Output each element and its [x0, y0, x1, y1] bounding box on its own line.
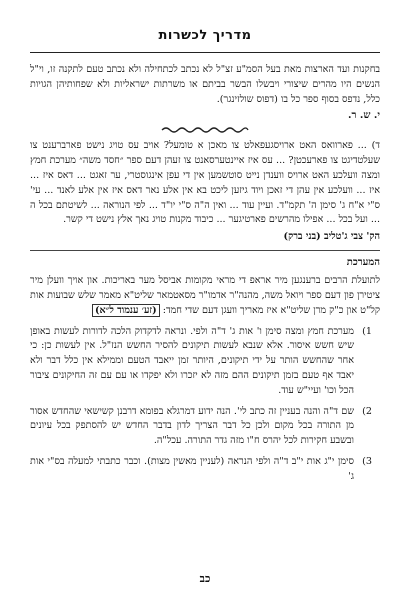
list-item [30, 405, 372, 449]
wavy-divider [30, 125, 380, 135]
list-item-text: סימן י"ג אות י"ב ד"ה ולפי הנראה (לעניין מאשין מצות). וכבר כתבתי למעלה בס"י אות ג' [30, 455, 354, 482]
list-item-text: שם ד"ה והנה בעניין זה כתב לי'. הנה ידוע דמרגלא בפומא דרבנן קשישאי שהחדש אסור מן התורה בכל מקום ולכן כל דבר הצריך לדון בדבר החדש יש להסתפק בכל עיונים ובשבע חקירות לכל יהרס ח"ו מזה גדר התורה. עכל"ה. [30, 405, 354, 447]
section1-signature: הק' צבי ג'טליב (בני ברק) [283, 231, 380, 243]
section2-highlight: (זע׳ ענמוד ל״א) [92, 304, 160, 317]
section2-intro [30, 274, 380, 318]
list-item [30, 455, 372, 485]
list-item-number: 1) [362, 325, 372, 337]
intro-paragraph: בחקנות ועד הארצות מאת בעל הסמ"ע זצ"ל לא נכתב לכתחילה ולא נכתב טעם לתקנה זו, וי"ל הנשים היו מהרים שיצורי ויבשלו הבשר בביתם או משרתות ישראליות ולא שפחותיהן הגויות כלל, נדפס בסוף ספר כל בו (דפוס שולזינגר). [30, 64, 380, 105]
page-title: מדריך לכשרות [158, 28, 252, 43]
list-item [30, 325, 372, 399]
section2-intro-text: לתועלת הרבים ברענגען מיר אראפ די מראי מקומות אביסל מער באריכות. און אויך וועלן מיר ציטירן פון דעם ספר ויואל משה, מהנה"ר אדמו"ר מסאטמאר שליט"א מאמר שלש שבועות אות קל"ט און כ"ק מרן שליט"א איז מאריך וועגן דעם שדי חמד: [30, 275, 380, 316]
section-divider [30, 250, 380, 251]
list-item-number: 3) [362, 455, 372, 467]
intro-signature: י. ש. ר. [347, 110, 380, 122]
page-number: כב [199, 572, 211, 585]
section2-title: המערכת [346, 257, 380, 269]
section1-paragraph: ד) ... פארוואס האט ארויסגעפאלט צו מאכן א טומעל? אויב עס טויג נישט פארברענט צו שעלטדיגט צו פארעכטן? ... עס איז איינטערסאנט צו זעהן דעם ספר ״חסד משה״ מערכת חמץ ומצה וועלכע האט ארויס ווענדן נייט סוטשמען אין די עפן אינגוסטרי, ער זאגט ... דאס איז ... איז ... וועלכע אין עהן די זאכן ויוד גיזען ליכט בא אין אלע נאר דאס איז אין אלע לאנד ... עי' ס"י א"ח ג' סימן ה' תקמ"ד. ועיין עוד ... ואין ה"ה ס"י יו"ד ... לפי הנוראה ... לשיטתם בכל ה ... ועל בכל ... אפילו מהרשים פארטיגער ... כיבוד מקנות טויג נאך אלץ נישט די קשר. [30, 140, 380, 226]
list-item-number: 2) [362, 405, 372, 417]
wavy-divider-icon [160, 125, 250, 135]
page-header [30, 28, 380, 53]
list-item-text: מערכת חמץ ומצה סימן ו' אות ג' ד"ה ולפי. ונראה לדקדוק הלכה לדורות לעשות באופן שיש חשש איסור. אלא שנבא לעשות תיקונים להסיר החשש הנז"ל. אין לעשות כן: כי אחר שהחשש הותר על ידי תיקונים, היותר זמן ייאבד הטעם וממילא אין כלל דבר ולא יאבד אף טעם בזמן תיקונים ההם מזה לא יזכרו ולא יפקדו או עם עם זה החיקונים ציבור הכל וכו' ועיי"ש עוד. [30, 325, 354, 396]
